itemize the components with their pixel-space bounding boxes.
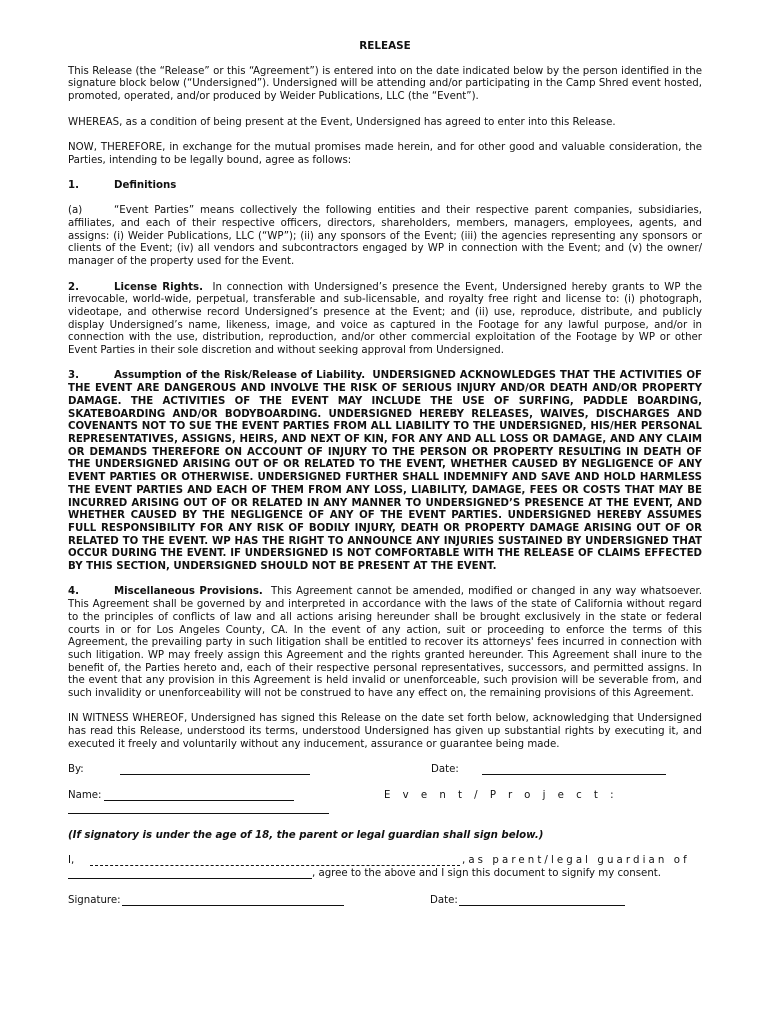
guardian-row bbox=[68, 855, 702, 868]
by-date-row bbox=[68, 764, 702, 777]
name-event-row bbox=[68, 790, 702, 803]
event-project-line-row bbox=[68, 803, 702, 816]
section-3-number: 3. bbox=[68, 370, 79, 382]
event-project-label: Event/Project: bbox=[384, 790, 626, 802]
section-4-number: 4. bbox=[68, 586, 79, 598]
section-4-title: Miscellaneous Provisions. bbox=[114, 586, 263, 598]
now-therefore-paragraph: NOW, THEREFORE, in exchange for the mutual promises made herein, and for other good and valuable consideration, the Parties, intending to be legally bound, agree as follows: bbox=[68, 141, 702, 166]
intro-paragraph: This Release (the “Release” or this “Agreement”) is entered into on the date indicated below by the person identified in the signature block below (“Undersigned”). Undersigned will be attending and/or participating in the Camp Shred event hosted, promoted, operated, and/or produced by Weider Publications, LLC (the “Event”). bbox=[68, 65, 702, 103]
section-3-text: UNDERSIGNED ACKNOWLEDGES THAT THE ACTIVITIES OF THE EVENT ARE DANGEROUS AND INVOLVE THE RISK OF SERIOUS INJURY AND/OR DEATH AND/OR PROPERTY DAMAGE. THE ACTIVITIES OF THE EVENT MAY INCLUDE THE USE OF SURFING, PADDLE BOARDING, SKATEBOARDING AND/OR BODYBOARDING. UNDERSIGNED HEREBY RELEASES, WAIVES, DISCHARGES AND COVENANTS NOT TO SUE THE EVENT PARTIES FROM ALL LIABILITY TO THE UNDERSIGNED, HIS/HER PERSONAL REPRESENTATIVES, ASSIGNS, HEIRS, AND NEXT OF KIN, FOR ANY AND ALL LOSS OR DAMAGE, AND ANY CLAIM OR DEMANDS THEREFORE ON ACCOUNT OF INJURY TO THE PERSON OR PROPERTY RESULTING IN DEATH OF THE UNDERSIGNED ARISING OUT OF OR RELATED TO THE EVENT, WHETHER CAUSED BY NEGLIGENCE OF ANY EVENT PARTIES OR OTHERWISE. UNDERSIGNED FURTHER SHALL INDEMNIFY AND SAVE AND HOLD HARMLESS THE EVENT PARTIES AND EACH OF THEM FROM ANY LOSS, LIABILITY, DAMAGE, FEES OR COSTS THAT MAY BE INCURRED ARISING OUT OF OR RELATED IN ANY MANNER TO UNDERSIGNED’S PRESENCE AT THE EVENT, AND WHETHER CAUSED BY THE NEGLIGENCE OF ANY OF THE EVENT PARTIES. UNDERSIGNED HEREBY ASSUMES FULL RESPONSIBILITY FOR ANY RISK OF BODILY INJURY, DEATH OR PROPERTY DAMAGE ARISING OUT OF OR RELATED TO THE EVENT. WP HAS THE RIGHT TO ANNOUNCE ANY INJURIES SUSTAINED BY UNDERSIGNED THAT OCCUR DURING THE EVENT. IF UNDERSIGNED IS NOT COMFORTABLE WITH THE RELEASE OF CLAIMS EFFECTED BY THIS SECTION, UNDERSIGNED SHOULD NOT BE PRESENT AT THE EVENT. bbox=[68, 370, 703, 573]
guardian-signature-row bbox=[68, 895, 702, 908]
guardian-as-label: ,as parent/legal guardian of bbox=[462, 854, 690, 866]
section-1a-paragraph bbox=[68, 205, 702, 269]
section-2-text: In connection with Undersigned’s presence the Event, Undersigned hereby grants to WP the irrevocable, world-wide, perpetual, transferable and sub-licensable, and royalty free right and license to: (i) photograph, videotape, and otherwise record Undersigned’s presence at the Event; and (ii) use, reproduce, distribute, and publicly display Undersigned’s name, likeness, image, and voice as captured in the Footage for any lawful purpose, and/or in connection with the use, distribution, reproduction, and/or other commercial exploitation of the Footage by WP or other Event Parties in their sole discretion and without seeking approval from Undersigned. bbox=[68, 281, 703, 357]
guardian-i-label: I, bbox=[68, 854, 75, 866]
guardian-consent-row bbox=[68, 868, 702, 881]
section-4-paragraph bbox=[68, 586, 702, 700]
section-2-number: 2. bbox=[68, 281, 79, 293]
release-document bbox=[68, 40, 702, 908]
section-1-heading bbox=[68, 180, 702, 193]
witness-paragraph: IN WITNESS WHEREOF, Undersigned has signed this Release on the date set forth below, acknowledging that Undersigned has read this Release, understood its terms, understood Undersigned has given up substantial rights by executing it, and executed it freely and voluntarily without any inducement, assurance or guarantee being made. bbox=[68, 713, 702, 750]
name-label: Name: bbox=[68, 790, 102, 802]
document-title: RELEASE bbox=[359, 40, 411, 52]
minor-note: (If signatory is under the age of 18, the parent or legal guardian shall sign below.) bbox=[68, 830, 544, 842]
signature-label: Signature: bbox=[68, 894, 121, 906]
section-2-title: License Rights. bbox=[114, 281, 203, 293]
whereas-paragraph: WHEREAS, as a condition of being present at the Event, Undersigned has agreed to enter into this Release. bbox=[68, 116, 616, 128]
section-1a-label: (a) bbox=[68, 205, 83, 217]
guardian-consent-text: , agree to the above and I sign this document to signify my consent. bbox=[312, 867, 662, 879]
section-4-text: This Agreement cannot be amended, modified or changed in any way whatsoever. This Agreement shall be governed by and interpreted in accordance with the laws of the state of California without regard to the principles of conflicts of law and all actions arising hereunder shall be brought exclusively in the state or federal courts in or for Los Angeles County, CA. In the event of any action, suit or proceeding to enforce the terms of this Agreement, the prevailing party in such litigation shall be entitled to recover its attorneys' fees incurred in connection with such litigation. WP may freely assign this Agreement and the rights granted hereunder. This Agreement shall inure to the benefit of, the Parties hereto and, each of their respective personal representatives, successors, and permitted assigns. In the event that any provision in this Agreement is held invalid or unenforceable, such provision will be severable from, and such invalidity or unenforceability will not be construed to have any effect on, the remaining provisions of this Agreement. bbox=[68, 586, 703, 700]
by-label: By: bbox=[68, 764, 84, 776]
section-2-paragraph bbox=[68, 282, 702, 358]
section-3-paragraph bbox=[68, 370, 702, 573]
date2-label: Date: bbox=[430, 894, 458, 906]
section-1-title: Definitions bbox=[114, 179, 177, 191]
section-3-title: Assumption of the Risk/Release of Liability. bbox=[114, 370, 366, 382]
date-label: Date: bbox=[431, 764, 459, 776]
section-1a-text: “Event Parties” means collectively the following entities and their respective parent companies, subsidiaries, affiliates, and each of their respective officers, directors, shareholders, members, managers, employees, agents, and assigns: (i) Weider Publications, LLC (“WP”); (ii) any sponsors of the Event; (iii) the agencies representing any sponsors or clients of the Event; (iv) all vendors and subcontractors engaged by WP in connection with the Event; and (v) the owner/ manager of the property used for the Event. bbox=[68, 205, 702, 268]
section-1-number: 1. bbox=[68, 179, 79, 191]
